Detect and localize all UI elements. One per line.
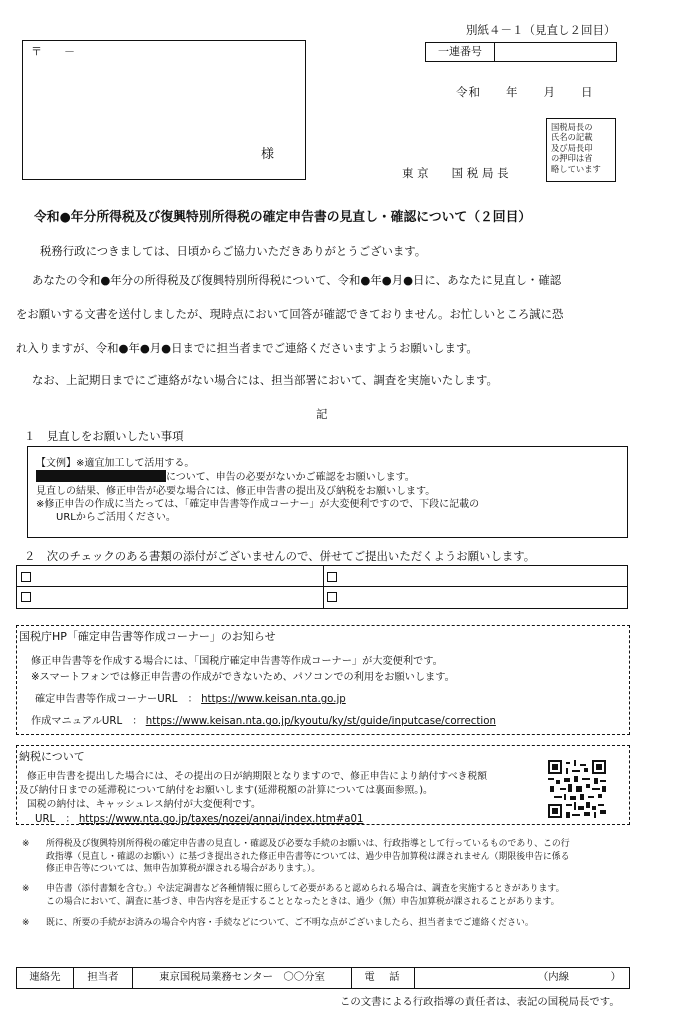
address-box [22, 40, 306, 180]
checkbox[interactable] [327, 572, 337, 582]
notice-title: 国税庁HP「確定申告書等作成コーナー」のお知らせ [19, 630, 276, 643]
note-mark: ※ [22, 918, 30, 928]
checkbox[interactable] [21, 592, 31, 602]
example-line-3: 見直しの結果、修正申告が必要な場合には、修正申告書の提出及び納税をお願いします。 [36, 485, 436, 497]
serial-value [495, 43, 616, 61]
office-name: 東京国税局業務センター 〇〇分室 [133, 968, 352, 988]
greeting: 税務行政につきましては、日頃からご協力いただきありがとうございます。 [40, 244, 427, 258]
notice-url1-row [35, 690, 346, 705]
note-mark: ※ [22, 884, 30, 894]
example-line-2: について、申告の必要がないかご確認をお願いします。 [166, 472, 415, 484]
person-label: 担当者 [74, 968, 133, 988]
footer-note: この文書による行政指導の責任者は、表記の国税局長です。 [340, 996, 620, 1008]
section2-heading: ２ 次のチェックのある書類の添付がございませんので、併せてご提出いただくようお願いします。 [24, 549, 536, 563]
issuer: 東 京 国 税 局 長 [402, 166, 509, 180]
checkbox[interactable] [327, 592, 337, 602]
ki-mark: 記 [316, 407, 328, 421]
url2-label: 作成マニュアルURL ： [31, 716, 143, 727]
efiling-url-link[interactable]: https://www.keisan.nta.go.jp [201, 694, 346, 705]
note-line: 所得税及び復興特別所得税の確定申告書の見直し・確認及び必要な手続のお願いは、行政指導として行っているものであり、この行 [46, 839, 570, 849]
example-line-5: URLからご活用ください。 [56, 512, 176, 524]
body-line-2: をお願いする文書を送付しましたが、現時点において回答が確認できておりません。お忙しいところ誠に恐 [16, 307, 564, 321]
body-line-3: れ入りますが、令和●年●月●日までに担当者までご連絡くださいますようお願いします。 [16, 341, 478, 355]
note-line: 既に、所要の手続がお済みの場合や内容・手続などについて、ご不明な点がございましたら、担当者までご連絡ください。 [46, 918, 534, 928]
payment-box [16, 745, 630, 825]
note-line: 修正申告等については、無申告加算税が課される場合があります。）。 [46, 864, 321, 874]
body-line-1: あなたの令和●年分の所得税及び復興特別所得税について、令和●年●月●日に、あなたに見直し・確認 [32, 273, 562, 287]
note-1 [22, 838, 570, 876]
notice-url2-row [31, 712, 496, 727]
serial-number-box [425, 42, 617, 62]
section1-heading: １ 見直しをお願いしたい事項 [24, 429, 184, 443]
note-line: この場合において、調査に基づき、申告内容を是正することとなったときは、過少（無）申告加算税が課されることがあります。 [46, 896, 560, 907]
note-mark: ※ [22, 839, 30, 849]
stamp-omission-note: 国税局長の 氏名の記載 及び局長印 の押印は省 略しています [546, 118, 616, 182]
note-line: 政指導（見直し・確認のお願い）に基づき提出された修正申告書等については、過少申告加算税は課されません（期限後申告に係る [46, 851, 570, 862]
issue-date: 令和 年 月 日 [456, 85, 594, 99]
notice-line-1: 修正申告書等を作成する場合には、「国税庁確定申告書等作成コーナー」が大変便利です。 [31, 656, 443, 667]
postal-code: 〒 － [31, 45, 75, 58]
payment-line-1: 修正申告書を提出した場合には、その提出の日が納期限となりますので、修正申告により納付すべき税額 [27, 771, 488, 782]
redaction-bar [36, 470, 166, 482]
payment-line-3: 国税の納付は、キャッシュレス納付が大変便利です。 [27, 799, 261, 810]
qr-code[interactable] [548, 760, 606, 818]
notice-line-2: ※スマートフォンでは修正申告書の作成ができないため、パソコンでの利用をお願いします。 [31, 672, 455, 683]
note-3 [22, 917, 534, 930]
example-line-4: ※修正申告の作成に当たっては、「確定申告書等作成コーナー」が大変便利ですので、下段に記載の [36, 498, 480, 510]
payment-title: 納税について [19, 750, 85, 763]
payment-url-link[interactable]: https://www.nta.go.jp/taxes/nozei/annai/index.htm#a01 [78, 814, 364, 825]
document-ref: 別紙４－１（見直し２回目） [466, 23, 616, 37]
payment-url-label: URL ： [35, 814, 76, 825]
page-title: 令和●年分所得税及び復興特別所得税の確定申告書の見直し・確認について（２回目） [34, 210, 532, 225]
phone-label: 電 話 [352, 968, 415, 988]
payment-url-row [35, 810, 364, 825]
note-2 [22, 883, 564, 908]
document-checklist [16, 565, 628, 609]
url1-label: 確定申告書等作成コーナーURL ： [35, 694, 198, 705]
payment-line-2: 及び納付日までの延滞税について納付をお願いします(延滞税額の計算については裏面参照。)。 [19, 785, 433, 796]
phone-extension: （内線 ） [537, 971, 621, 983]
contact-label: 連絡先 [17, 968, 74, 988]
contact-table [16, 967, 630, 989]
manual-url-link[interactable]: https://www.keisan.nta.go.jp/kyoutu/ky/st/guide/inputcase/correction [145, 716, 496, 727]
note-line: 申告書（添付書類を含む。）や法定調書など各種情報に照らして必要があると認められる場合は、調査を実施するときがあります。 [46, 884, 565, 894]
checkbox[interactable] [21, 572, 31, 582]
example-box [27, 446, 628, 538]
body-line-4: なお、上記期日までにご連絡がない場合には、担当部署において、調査を実施いたします。 [32, 373, 498, 387]
efiling-notice-box [16, 625, 630, 735]
example-label: 【文例】※適宜加工して活用する。 [36, 458, 195, 469]
serial-label: 一連番号 [426, 43, 495, 61]
honorific: 様 [261, 147, 275, 162]
